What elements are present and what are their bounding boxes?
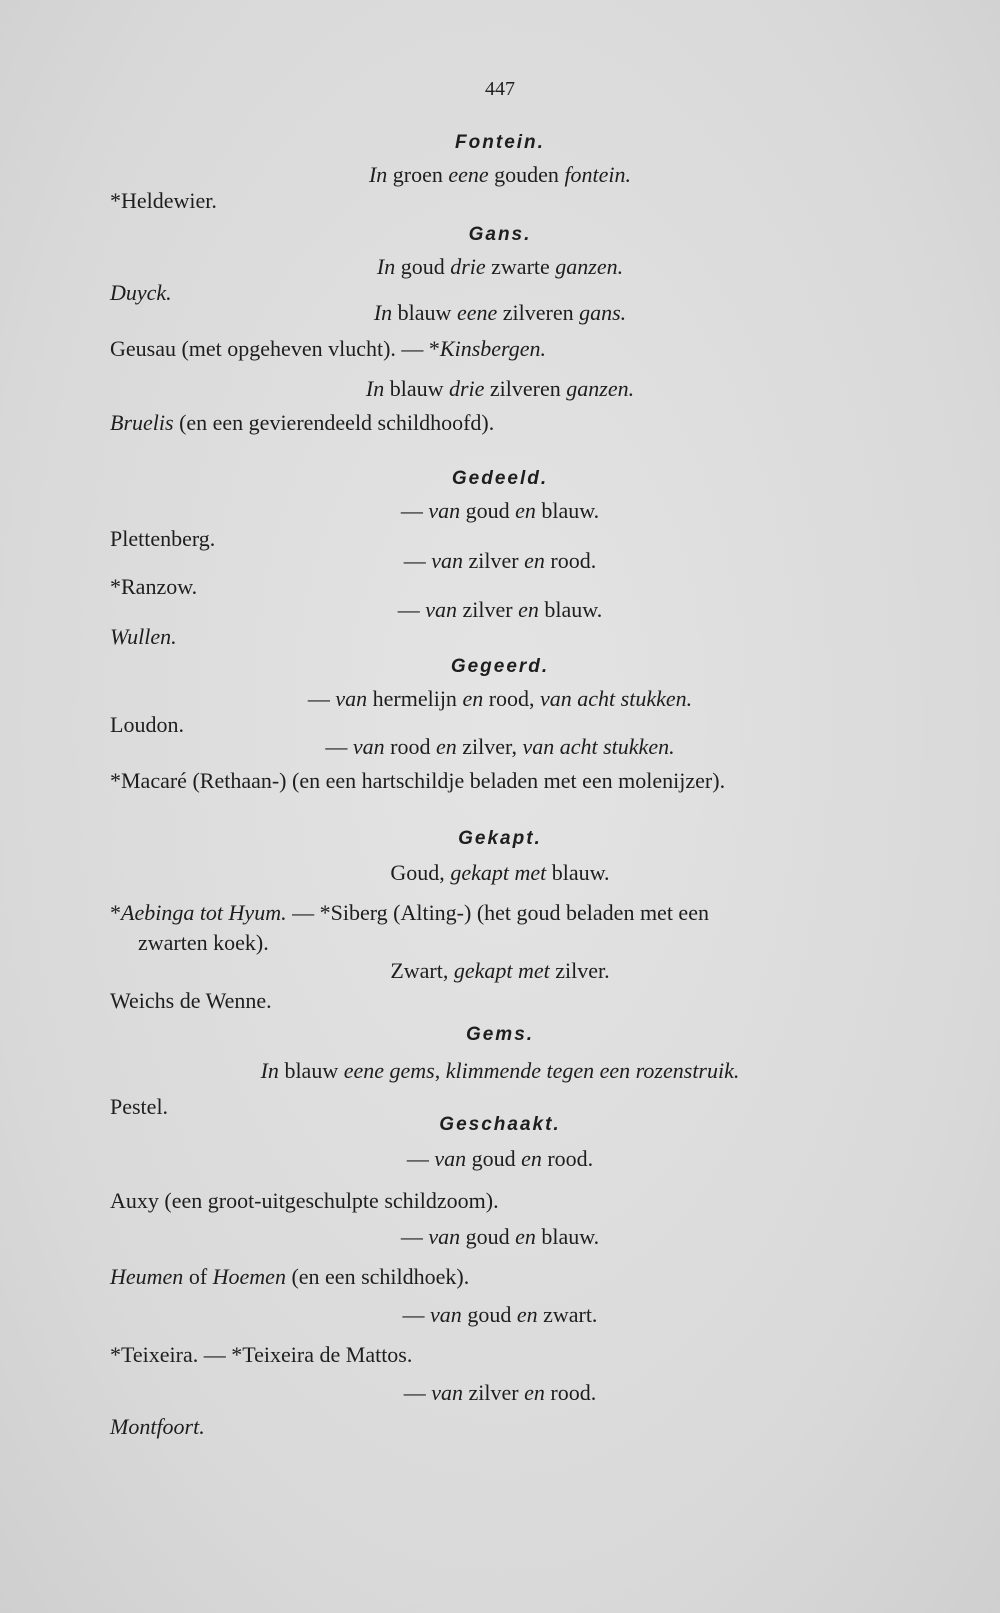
- family-name: Heumen of Hoemen (en een schildhoek).: [110, 1264, 470, 1289]
- family-name: *Macaré (Rethaan-) (en een hartschildje beladen met een molenijzer).: [110, 768, 726, 793]
- blazon-line: — van zilver en blauw.: [397, 597, 603, 622]
- family-name: Plettenberg.: [110, 526, 216, 551]
- blazon-line: — van hermelijn en rood, van acht stukken.: [307, 686, 693, 711]
- family-name: Duyck.: [110, 280, 172, 305]
- family-name: Bruelis (en een gevierendeeld schildhoofd).: [110, 410, 495, 435]
- family-name: Loudon.: [110, 712, 184, 737]
- family-name: *Aebinga tot Hyum. — *Siberg (Alting-) (het goud beladen met een: [110, 900, 709, 925]
- heading-gegeerd: Gegeerd.: [450, 656, 550, 677]
- blazon-line: In goud drie zwarte ganzen.: [376, 254, 624, 279]
- family-name-continued: zwarten koek).: [138, 930, 269, 955]
- blazon-line: — van goud en zwart.: [402, 1302, 598, 1327]
- blazon-line: In blauw drie zilveren ganzen.: [365, 376, 635, 401]
- heading-geschaakt: Geschaakt.: [439, 1114, 561, 1135]
- heading-gedeeld: Gedeeld.: [451, 468, 549, 489]
- family-name: Geusau (met opgeheven vlucht). — *Kinsbergen.: [110, 336, 547, 361]
- family-name: *Heldewier.: [110, 188, 217, 213]
- blazon-line: In groen eene gouden fontein.: [368, 162, 632, 187]
- blazon-line: — van goud en blauw.: [400, 498, 600, 523]
- heading-fontein: Fontein.: [455, 132, 545, 153]
- family-name: Montfoort.: [110, 1414, 205, 1439]
- blazon-line: — van zilver en rood.: [403, 1380, 597, 1405]
- family-name: Wullen.: [110, 624, 177, 649]
- family-name: Auxy (een groot-uitgeschulpte schildzoom).: [110, 1188, 499, 1213]
- blazon-line: — van zilver en rood.: [403, 548, 597, 573]
- blazon-line: In blauw eene gems, klimmende tegen een rozenstruik.: [260, 1058, 740, 1083]
- family-name: *Teixeira. — *Teixeira de Mattos.: [110, 1342, 413, 1367]
- page-number: 447: [485, 78, 515, 100]
- blazon-line: In blauw eene zilveren gans.: [373, 300, 627, 325]
- family-name: Pestel.: [110, 1094, 169, 1119]
- blazon-line: — van rood en zilver, van acht stukken.: [325, 734, 675, 759]
- heading-gems: Gems.: [465, 1024, 535, 1045]
- blazon-line: — van goud en blauw.: [400, 1224, 600, 1249]
- blazon-line: Zwart, gekapt met zilver.: [390, 958, 610, 983]
- blazon-line: Goud, gekapt met blauw.: [390, 860, 610, 885]
- family-name: *Ranzow.: [110, 574, 198, 599]
- family-name: Weichs de Wenne.: [110, 988, 272, 1013]
- heading-gans: Gans.: [468, 224, 532, 245]
- heading-gekapt: Gekapt.: [458, 828, 542, 849]
- blazon-line: — van goud en rood.: [406, 1146, 594, 1171]
